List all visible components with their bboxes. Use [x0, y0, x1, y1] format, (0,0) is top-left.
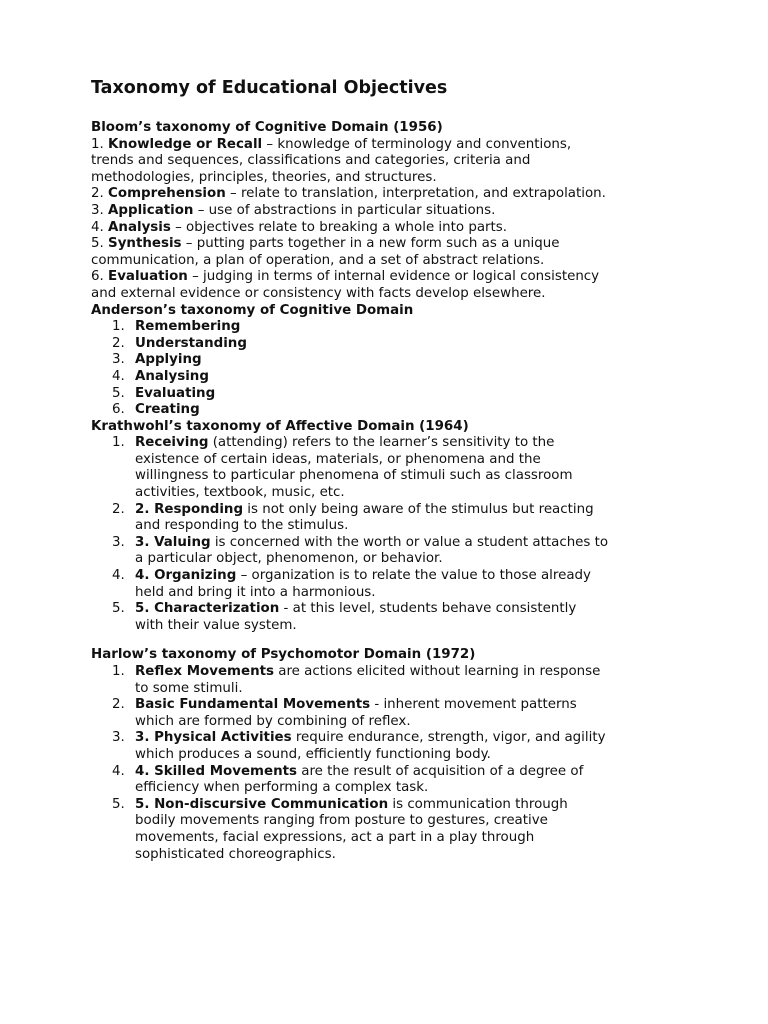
list-item-text: with their value system.: [135, 617, 297, 633]
document-body: [91, 120, 691, 863]
list-marker: 6.: [112, 402, 125, 418]
harlow-heading: Harlow’s taxonomy of Psychomotor Domain (1972): [91, 647, 476, 663]
list-item-term: 2. Responding: [135, 501, 244, 517]
list-item-text: require endurance, strength, vigor, and agility: [291, 730, 606, 746]
list-item-text: held and bring it into a harmonious.: [135, 584, 376, 600]
bloom-item-line: [91, 137, 691, 154]
list-item-text: which are formed by combining of reflex.: [135, 713, 411, 729]
list-item-line: [135, 664, 691, 681]
list-item-line: [135, 435, 691, 452]
list-item-text: activities, textbook, music, etc.: [135, 485, 345, 501]
bloom-item-line: [91, 203, 691, 220]
list-marker: 5.: [112, 796, 125, 812]
anderson-section: [91, 303, 691, 419]
bloom-item-text: trends and sequences, classifications and categories, criteria and: [91, 153, 531, 169]
bloom-item-number: 3.: [91, 202, 104, 218]
list-item: [91, 664, 691, 697]
bloom-item-term: Knowledge or Recall: [108, 136, 263, 152]
bloom-item-text: – putting parts together in a new form such as a unique: [181, 236, 560, 252]
bloom-item-text: – objectives relate to breaking a whole into parts.: [170, 219, 508, 235]
list-item-text: existence of certain ideas, materials, or phenomena and the: [135, 451, 541, 467]
bloom-item-text: – use of abstractions in particular situations.: [193, 202, 496, 218]
bloom-item-line: [91, 186, 691, 203]
list-item-text: are actions elicited without learning in response: [273, 664, 601, 679]
list-item: [91, 369, 691, 386]
list-item: [91, 764, 691, 797]
bloom-item: [91, 220, 691, 237]
bloom-item: [91, 186, 691, 203]
document-title: Taxonomy of Educational Objectives: [91, 78, 448, 98]
list-marker: 4.: [112, 568, 125, 584]
list-marker: 3.: [112, 730, 125, 746]
list-item-term: Receiving: [135, 435, 209, 451]
list-item-term: Creating: [135, 402, 200, 418]
list-item-term: Analysing: [135, 368, 209, 384]
list-item-text: are the result of acquisition of a degree of: [297, 763, 584, 779]
list-item-text: sophisticated choreographics.: [135, 846, 336, 862]
list-item-term: 3. Physical Activities: [135, 730, 292, 746]
list-item-line: [135, 730, 691, 747]
list-item-text: a particular object, phenomenon, or behavior.: [135, 551, 443, 567]
bloom-item-number: 4.: [91, 219, 104, 235]
bloom-item: [91, 269, 691, 302]
bloom-item-term: Application: [108, 202, 194, 218]
list-item-line: [135, 601, 691, 618]
list-item-line: [135, 697, 691, 714]
list-item-text: is concerned with the worth or value a student attaches to: [210, 534, 609, 550]
list-item-text: to some stimuli.: [135, 680, 243, 696]
bloom-item: [91, 203, 691, 220]
list-item: [91, 386, 691, 403]
list-marker: 4.: [112, 368, 125, 384]
list-item-text: which produces a sound, efficiently functioning body.: [135, 746, 491, 762]
list-item-text: is not only being aware of the stimulus but reacting: [243, 501, 594, 517]
bloom-item-term: Synthesis: [108, 236, 182, 252]
list-item: [91, 797, 691, 863]
bloom-item: [91, 137, 691, 187]
list-item-text: and responding to the stimulus.: [135, 518, 349, 534]
list-item-term: 5. Characterization: [135, 601, 280, 617]
list-marker: 2.: [112, 501, 125, 517]
list-item: [91, 402, 691, 419]
list-item-text: is communication through: [388, 796, 568, 812]
list-item-term: 4. Skilled Movements: [135, 763, 297, 779]
list-item: [91, 435, 691, 501]
list-item-text: willingness to particular phenomena of stimuli such as classroom: [135, 468, 573, 484]
list-item: [91, 601, 691, 634]
bloom-item-text: – relate to translation, interpretation, and extrapolation.: [225, 186, 606, 202]
list-marker: 4.: [112, 763, 125, 779]
list-item-term: Applying: [135, 352, 202, 368]
bloom-item-term: Comprehension: [108, 186, 226, 202]
blank-line: [91, 634, 691, 647]
list-item-text: – organization is to relate the value to those already: [236, 568, 591, 584]
list-item-term: Remembering: [135, 319, 241, 335]
list-item: [91, 336, 691, 353]
list-marker: 1.: [112, 435, 125, 451]
list-item: [91, 352, 691, 369]
bloom-item-number: 2.: [91, 186, 104, 202]
list-marker: 3.: [112, 534, 125, 550]
list-item-text: - at this level, students behave consistently: [279, 601, 577, 617]
list-marker: 1.: [112, 664, 125, 679]
list-item-text: (attending) refers to the learner’s sensitivity to the: [208, 435, 555, 451]
krathwohl-heading: Krathwohl’s taxonomy of Affective Domain (1964): [91, 418, 469, 434]
bloom-item-line: [91, 236, 691, 253]
harlow-list: [91, 664, 691, 863]
list-item-term: Basic Fundamental Movements: [135, 697, 371, 713]
bloom-item-text: – knowledge of terminology and conventions,: [262, 136, 572, 152]
list-item-text: efficiency when performing a complex task.: [135, 780, 429, 796]
bloom-item-number: 1.: [91, 136, 104, 152]
bloom-item: [91, 236, 691, 269]
list-item-term: 5. Non-discursive Communication: [135, 796, 389, 812]
bloom-item-number: 6.: [91, 269, 104, 285]
list-item-term: Understanding: [135, 335, 247, 351]
list-item-line: [135, 797, 691, 814]
list-item: [91, 319, 691, 336]
krathwohl-list: [91, 435, 691, 634]
list-marker: 5.: [112, 601, 125, 617]
list-item-text: - inherent movement patterns: [370, 697, 577, 713]
list-item: [91, 568, 691, 601]
list-item-line: [135, 502, 691, 519]
bloom-item-text: communication, a plan of operation, and a set of abstract relations.: [91, 252, 545, 268]
list-marker: 2.: [112, 335, 125, 351]
list-item-line: [135, 568, 691, 585]
anderson-list: [91, 319, 691, 419]
list-marker: 2.: [112, 697, 125, 713]
list-item-term: Reflex Movements: [135, 664, 274, 679]
list-item: [91, 730, 691, 763]
list-item: [91, 697, 691, 730]
bloom-item-text: methodologies, principles, theories, and structures.: [91, 169, 437, 185]
list-item-line: [135, 764, 691, 781]
bloom-section: [91, 120, 691, 303]
bloom-item-line: [91, 220, 691, 237]
harlow-section: [91, 647, 691, 863]
bloom-heading: Bloom’s taxonomy of Cognitive Domain (1956): [91, 120, 443, 135]
anderson-heading: Anderson’s taxonomy of Cognitive Domain: [91, 302, 414, 318]
bloom-item-text: – judging in terms of internal evidence or logical consistency: [187, 269, 600, 285]
list-item-term: 4. Organizing: [135, 568, 237, 584]
bloom-item-term: Analysis: [108, 219, 171, 235]
krathwohl-section: [91, 419, 691, 635]
list-marker: 3.: [112, 352, 125, 368]
list-item: [91, 502, 691, 535]
bloom-item-term: Evaluation: [108, 269, 188, 285]
bloom-item-text: and external evidence or consistency with facts develop elsewhere.: [91, 285, 546, 301]
bloom-item-number: 5.: [91, 236, 104, 252]
bloom-item-line: [91, 269, 691, 286]
list-marker: 1.: [112, 319, 125, 335]
list-item-term: Evaluating: [135, 385, 216, 401]
list-item-term: 3. Valuing: [135, 534, 211, 550]
list-item-text: bodily movements ranging from posture to gestures, creative: [135, 813, 548, 829]
list-item-text: movements, facial expressions, act a part in a play through: [135, 829, 535, 845]
list-item: [91, 535, 691, 568]
list-item-line: [135, 535, 691, 552]
list-marker: 5.: [112, 385, 125, 401]
